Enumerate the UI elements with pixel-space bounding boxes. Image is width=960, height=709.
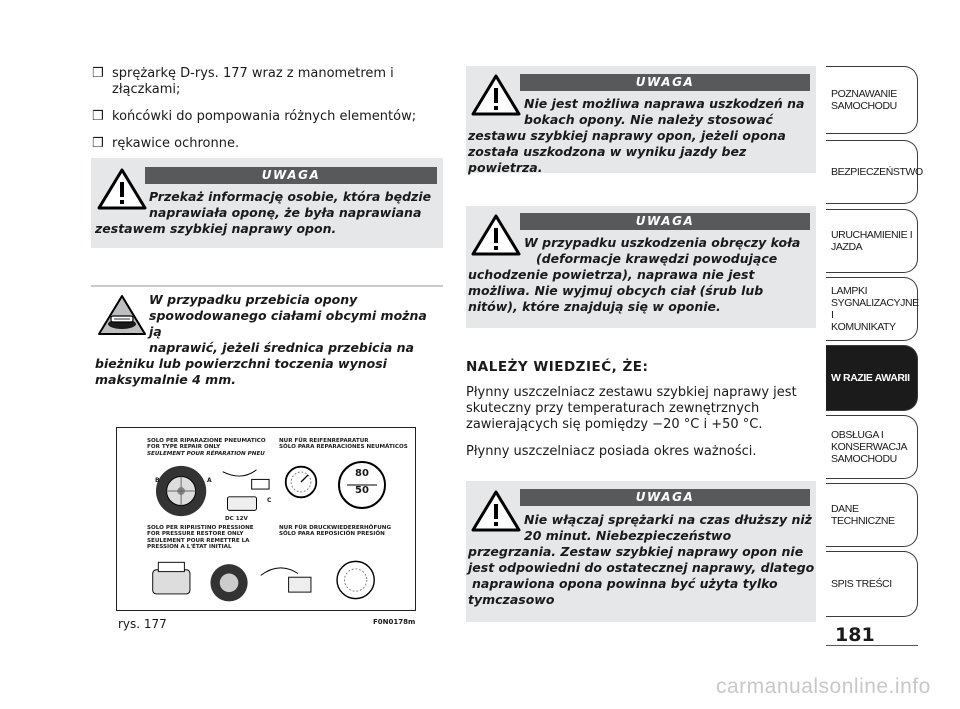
warning-text: W przypadku uszkodzenia obręczy koła (deformacje krawędzi powodujące uchodzenie powietrza), naprawa nie jest możliwa. Nie wyjmuj obcych ciał (śrub lub nitów), które znajdują się w oponie. bbox=[468, 235, 801, 314]
mark-dc: DC 12V bbox=[225, 516, 248, 522]
compressor-illustration bbox=[149, 556, 391, 604]
gauge-icon bbox=[283, 464, 319, 500]
gauge-value: 80 bbox=[355, 468, 369, 479]
tire-illustration bbox=[149, 462, 277, 520]
figure-label-block: NUR FÜR DRUCKWIEDERERHÖFUNG SÓLO PARA REPOSICIÓN PRESIÓN bbox=[279, 525, 392, 538]
tab-uruchamienie-jazda[interactable]: URUCHAMIENIE I JAZDA bbox=[826, 209, 918, 273]
list-item: ❒ rękawice ochronne. bbox=[92, 136, 240, 151]
watermark: carmanualsonline.info bbox=[716, 675, 931, 698]
warning-box bbox=[466, 66, 816, 173]
figure-177 bbox=[116, 427, 416, 611]
warning-heading: UWAGA bbox=[520, 213, 810, 230]
info-note-text: W przypadku przebicia opony spowodowanego ciałami obcymi można ją naprawić, jeżeli średnica przebicia na bieżniku lub powierzchni toczenia wynosi maksymalnie 4 mm. bbox=[95, 292, 427, 387]
figure-label-block: SOLO PER RIPRISTINO PRESSIONE FOR PRESSURE RESTORE ONLY SEULEMENT POUR REMETTRE LA PRESSION A L'ÉTAT INITIAL bbox=[147, 525, 254, 551]
warning-heading: UWAGA bbox=[520, 489, 810, 506]
tab-spis-tresci[interactable]: SPIS TREŚCI bbox=[826, 551, 918, 617]
warning-heading: UWAGA bbox=[520, 74, 810, 91]
mark-b: B bbox=[155, 477, 160, 484]
mark-c: C bbox=[267, 497, 272, 504]
tab-w-razie-awarii[interactable]: W RAZIE AWARII bbox=[826, 345, 918, 411]
checkbox-bullet-icon: ❒ bbox=[92, 109, 104, 124]
figure-label-block: SOLO PER RIPARAZIONE PNEUMATICO FOR TYPE REPAIR ONLY SEULEMENT POUR RÉPARATION PNEU bbox=[147, 438, 266, 457]
tab-lampki-sygnalizacyjne[interactable]: LAMPKI SYGNALIZACYJNE I KOMUNIKATY bbox=[826, 277, 918, 341]
tab-bezpieczenstwo[interactable]: BEZPIECZEŃSTWO bbox=[826, 140, 918, 204]
page-number: 181 bbox=[835, 624, 875, 646]
warning-text: Przekaż informację osobie, która będzie naprawiała oponę, że była naprawiana zestawem szybkiej naprawy opon. bbox=[95, 189, 432, 236]
good-to-know-paragraph: Płynny uszczelniacz zestawu szybkiej naprawy jest skuteczny przy temperaturach zewnętrznych zawierających się pomiędzy −20 °C i +50 °C. bbox=[466, 385, 797, 432]
gauge-value: 50 bbox=[355, 485, 369, 496]
warning-box bbox=[466, 206, 816, 328]
tab-poznawanie-samochodu[interactable]: POZNAWANIE SAMOCHODU bbox=[826, 66, 918, 134]
warning-text: Nie jest możliwa naprawa uszkodzeń na bokach opony. Nie należy stosować zestawu szybkiej naprawy opon, jeżeli opona została uszkodzona w wyniku jazdy bez powietrza. bbox=[468, 96, 805, 175]
checkbox-bullet-icon: ❒ bbox=[92, 66, 104, 81]
list-item: ❒ końcówki do pompowania różnych elementów; bbox=[92, 109, 417, 124]
page-number-rule bbox=[826, 645, 918, 646]
mark-a: A bbox=[207, 477, 212, 484]
warning-box bbox=[91, 158, 443, 248]
tab-dane-techniczne[interactable]: DANE TECHNICZNE bbox=[826, 483, 918, 547]
good-to-know-title: NALEŻY WIEDZIEĆ, ŻE: bbox=[466, 359, 649, 375]
list-item: ❒ sprężarkę D-rys. 177 wraz z manometrem i złączkami; bbox=[92, 66, 394, 97]
figure-label-block: NUR FÜR REIFENREPARATUR SÓLO PARA REPARACIONES NEUMÁTICOS bbox=[279, 438, 408, 451]
good-to-know-paragraph: Płynny uszczelniacz posiada okres ważności. bbox=[466, 444, 757, 459]
warning-box bbox=[466, 481, 816, 622]
warning-heading: UWAGA bbox=[145, 167, 437, 184]
figure-code: F0N0178m bbox=[373, 618, 416, 626]
warning-text: Nie włączaj sprężarki na czas dłuższy niż 20 minut. Niebezpieczeństwo przegrzania. Zestaw szybkiej naprawy opon nie jest odpowiedni do ostatecznej naprawy, dlatego naprawiona opona powinna być użyta tylko tymczasowo bbox=[468, 512, 815, 607]
tab-obsluga-konserwacja[interactable]: OBSŁUGA I KONSERWACJA SAMOCHODU bbox=[826, 415, 918, 479]
info-note-rule bbox=[91, 285, 443, 287]
checkbox-bullet-icon: ❒ bbox=[92, 136, 104, 151]
figure-caption: rys. 177 bbox=[118, 617, 167, 631]
info-note bbox=[91, 289, 443, 387]
equipment-list bbox=[92, 66, 452, 163]
